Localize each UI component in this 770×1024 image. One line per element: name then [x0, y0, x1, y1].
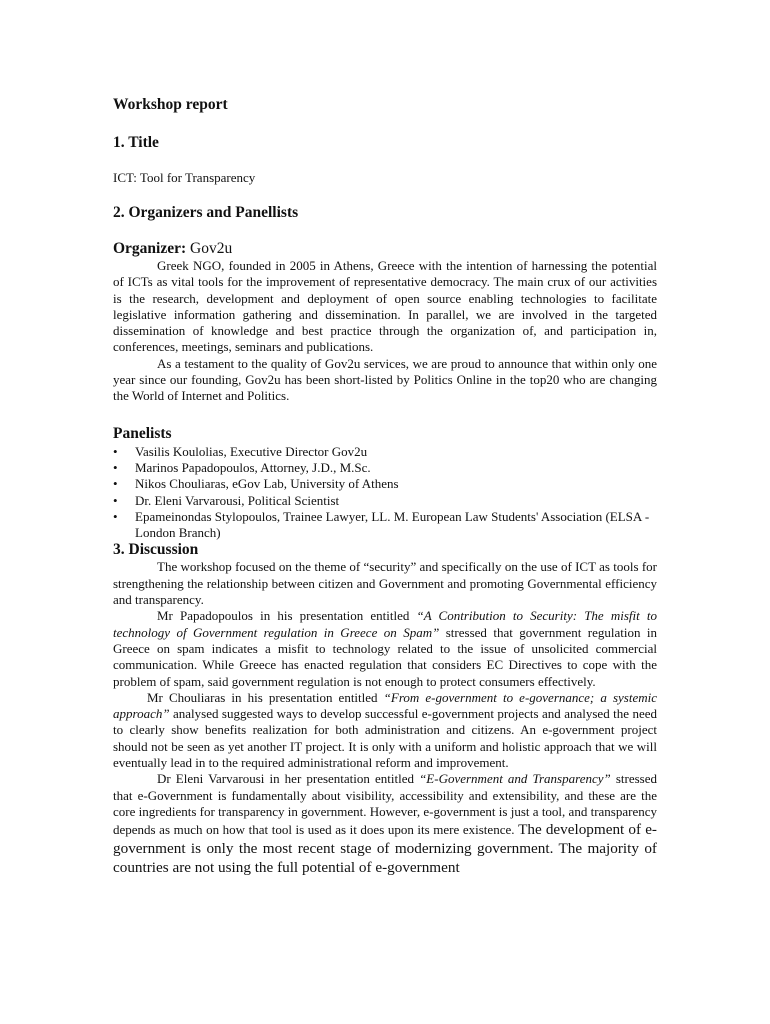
panelists-heading: Panelists	[113, 424, 172, 442]
document-content	[113, 96, 657, 877]
paragraph-text: Mr Chouliaras in his presentation entitled	[147, 689, 384, 705]
bullet-glyph: •	[113, 476, 118, 492]
organizer-description: Greek NGO, founded in 2005 in Athens, Greece with the intention of harnessing the potential of ICTs as vital tools for the improvement of representative democracy. The main crux of our activities is the research, development and deployment of open source enabling technologies to facilitate legislative information gathering and dissemination. In parallel, we are involved in the targeted dissemination of knowledge and best practice through the organization of, and participation in, conferences, meetings, seminars and publications.	[113, 258, 657, 355]
section-2-heading: 2. Organizers and Panellists	[113, 204, 299, 221]
panelist-name: Vasilis Koulolias, Executive Director Gov2u	[135, 443, 368, 459]
list-item	[113, 509, 657, 542]
list-item	[113, 493, 657, 509]
panelist-name: Marinos Papadopoulos, Attorney, J.D., M.Sc.	[135, 459, 371, 475]
organizer-testament: As a testament to the quality of Gov2u services, we are proud to announce that within only one year since our founding, Gov2u has been short-listed by Politics Online in the top20 who are changing the World of Internet and Politics.	[113, 355, 657, 404]
presentation-title: “E-Government and Transparency”	[419, 771, 611, 787]
section-1-heading: 1. Title	[113, 134, 159, 151]
list-item	[113, 460, 657, 476]
papadopoulos-paragraph	[113, 608, 657, 689]
bullet-glyph: •	[113, 492, 118, 508]
bullet-glyph: •	[113, 508, 118, 524]
presentation-title: “A Contribution to Security: The misfit to technology of Government regulation in Greece on Spam”	[113, 608, 657, 640]
chouliaras-paragraph	[113, 690, 657, 771]
list-item	[113, 444, 657, 460]
discussion-intro: The workshop focused on the theme of “security” and specifically on the use of ICT as tools for strengthening the relationship between citizen and Government and promoting Governmental efficiency and transparency.	[113, 559, 657, 608]
bullet-glyph: •	[113, 443, 118, 459]
organizer-line	[113, 240, 657, 258]
panelists-list	[113, 444, 657, 542]
section-3-heading: 3. Discussion	[113, 541, 199, 559]
panelist-name: Epameinondas Stylopoulos, Trainee Lawyer, LL. M. European Law Students' Association (ELSA - London Branch)	[135, 508, 650, 541]
paragraph-text: stressed that e-Government is fundamentally about visibility, accessibility and extensibility, and these are the core ingredients for transparency in government. However, e-government is just a tool, and transparency depends as much on how that tool is used as it does upon its mere existence.	[113, 771, 657, 838]
list-item	[113, 476, 657, 492]
organizer-name: Gov2u	[190, 240, 233, 257]
organizer-label: Organizer:	[113, 240, 187, 257]
bullet-glyph: •	[113, 459, 118, 475]
workshop-title-text: ICT: Tool for Transparency	[113, 170, 256, 185]
panelist-name: Dr. Eleni Varvarousi, Political Scientist	[135, 492, 340, 508]
paragraph-text: stressed that government regulation in Greece on spam indicates a misfit to technology related to the issue of unsolicited commercial communication. While Greece has enacted regulation that considers EC Directives to cope with the problem of spam, said government regulation is not enough to protect consumers effectively.	[113, 624, 657, 689]
varvarousi-paragraph	[113, 771, 657, 877]
paragraph-text: Dr Eleni Varvarousi in her presentation entitled	[157, 771, 420, 787]
panelist-name: Nikos Chouliaras, eGov Lab, University of Athens	[135, 476, 399, 492]
paragraph-text-large: The development of e-government is only the most recent stage of modernizing government. The majority of countries are not using the full potential of e-government	[113, 821, 657, 877]
presentation-title: “From e-government to e-governance; a systemic approach”	[113, 689, 658, 722]
paragraph-text: analysed suggested ways to develop successful e-government projects and analysed the need to clearly show benefits realization for both administration and citizens. An e-government project should not be seen as yet another IT project. It is only with a uniform and holistic approach that we will eventually lead in to the required administrational reform and improvement.	[113, 706, 657, 771]
paragraph-text: Mr Papadopoulos in his presentation entitled	[157, 608, 417, 624]
report-heading: Workshop report	[113, 96, 228, 113]
